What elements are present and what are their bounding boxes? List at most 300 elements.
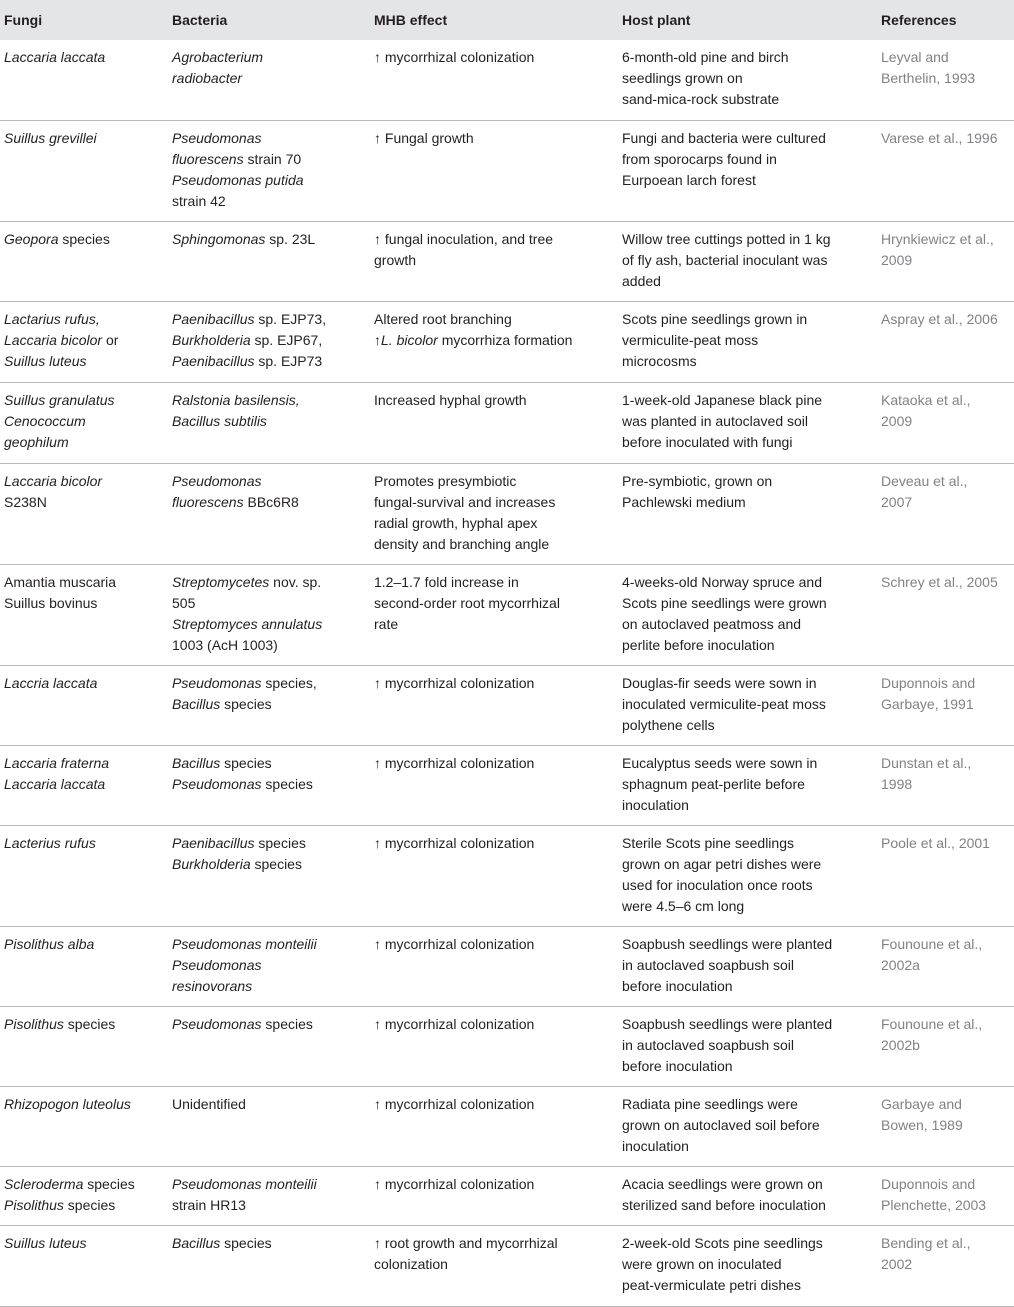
cell-line xyxy=(374,390,616,411)
cell-line xyxy=(622,976,875,997)
cell-fungi xyxy=(0,301,168,382)
cell-line xyxy=(622,1035,875,1056)
text-segment: BBc6R8 xyxy=(243,493,299,510)
text-segment: radiobacter xyxy=(172,70,243,86)
cell-line xyxy=(172,411,368,432)
text-segment: before inoculation xyxy=(622,1057,733,1074)
cell-bacteria xyxy=(168,463,370,564)
cell-line xyxy=(622,1094,875,1115)
text-segment: colonization xyxy=(374,1255,448,1272)
cell-line xyxy=(172,694,368,715)
cell-line xyxy=(172,833,368,854)
cell-line xyxy=(374,572,616,593)
table-row xyxy=(0,825,1014,926)
cell-line xyxy=(622,774,875,795)
text-segment: ↑ mycorrhizal colonization xyxy=(374,834,535,851)
cell-line xyxy=(374,534,616,555)
cell-line xyxy=(881,955,1012,976)
cell-line xyxy=(172,170,368,191)
cell-mhb-effect xyxy=(370,1086,618,1166)
cell-line xyxy=(4,390,166,411)
text-segment: Laccaria bicolor xyxy=(4,331,103,348)
text-segment: Kataoka et al., xyxy=(881,391,971,408)
cell-line xyxy=(4,753,166,774)
cell-line xyxy=(4,330,166,351)
cell-bacteria xyxy=(168,745,370,825)
text-segment: 2-week-old Scots pine seedlings xyxy=(622,1234,823,1251)
cell-mhb-effect xyxy=(370,40,618,120)
text-segment: Pre-symbiotic, grown on xyxy=(622,472,773,489)
text-segment: Garbaye, 1991 xyxy=(881,695,974,712)
cell-line xyxy=(4,833,166,854)
cell-references xyxy=(877,1006,1014,1086)
text-segment: mycorrhiza formation xyxy=(437,331,573,348)
text-segment: Pseudomonas monteilii xyxy=(172,1175,317,1192)
text-segment: Acacia seedlings were grown on xyxy=(622,1175,823,1192)
cell-line xyxy=(172,753,368,774)
cell-line xyxy=(4,128,166,149)
cell-line xyxy=(622,250,875,271)
cell-line xyxy=(622,715,875,736)
text-segment: on autoclaved peatmoss and xyxy=(622,615,802,632)
cell-line xyxy=(622,934,875,955)
table-row xyxy=(0,665,1014,745)
text-segment: species xyxy=(220,754,272,771)
cell-line xyxy=(622,753,875,774)
table-row xyxy=(0,1225,1014,1306)
cell-line xyxy=(172,854,368,875)
header-fungi: Fungi xyxy=(4,12,43,28)
text-segment: Hrynkiewicz et al., xyxy=(881,230,994,247)
text-segment: Duponnois and xyxy=(881,1175,976,1192)
text-segment: Founoune et al., xyxy=(881,935,983,952)
cell-line xyxy=(172,774,368,795)
text-segment: Pseudomonas putida xyxy=(172,171,304,188)
cell-line xyxy=(172,1174,368,1195)
cell-line xyxy=(4,1195,166,1216)
text-segment: Unidentified xyxy=(172,1095,246,1112)
cell-line xyxy=(4,1094,166,1115)
cell-line xyxy=(172,471,368,492)
text-segment: Bending et al., xyxy=(881,1234,971,1251)
cell-line xyxy=(881,1014,1012,1035)
cell-line xyxy=(622,795,875,816)
text-segment: 1003 (AcH 1003) xyxy=(172,636,278,653)
text-segment: Pachlewski medium xyxy=(622,493,746,510)
text-segment: sp. EJP73, xyxy=(254,310,327,327)
text-segment: Poole et al., 2001 xyxy=(881,834,990,851)
text-segment: sphagnum peat-perlite before xyxy=(622,775,805,792)
text-segment: Deveau et al., xyxy=(881,472,968,489)
cell-line xyxy=(172,614,368,635)
text-segment: added xyxy=(622,272,661,289)
cell-host-plant xyxy=(618,1086,877,1166)
cell-host-plant xyxy=(618,825,877,926)
cell-line xyxy=(622,1195,875,1216)
text-segment: Scleroderma xyxy=(4,1175,84,1192)
cell-line xyxy=(622,1136,875,1157)
text-segment: Increased hyphal growth xyxy=(374,391,527,408)
cell-line xyxy=(622,271,875,292)
text-segment: Pseudomonas xyxy=(172,775,262,792)
cell-line xyxy=(374,1174,616,1195)
cell-host-plant xyxy=(618,926,877,1006)
text-segment: perlite before inoculation xyxy=(622,636,775,653)
cell-bacteria xyxy=(168,120,370,221)
cell-line xyxy=(4,934,166,955)
cell-line xyxy=(881,1035,1012,1056)
cell-line xyxy=(622,833,875,854)
table-row xyxy=(0,1086,1014,1166)
cell-mhb-effect xyxy=(370,301,618,382)
cell-fungi xyxy=(0,665,168,745)
cell-line xyxy=(622,875,875,896)
cell-line xyxy=(172,1233,368,1254)
cell-line xyxy=(881,1195,1012,1216)
cell-references xyxy=(877,1166,1014,1225)
cell-mhb-effect xyxy=(370,1166,618,1225)
text-segment: Laccaria fraterna xyxy=(4,754,110,771)
text-segment: from sporocarps found in xyxy=(622,150,777,167)
text-segment: ↑ xyxy=(374,331,381,348)
cell-line xyxy=(4,774,166,795)
text-segment: Lacterius rufus xyxy=(4,834,96,851)
text-segment: Eurpoean larch forest xyxy=(622,171,756,188)
cell-line xyxy=(172,128,368,149)
text-segment: sp. 23L xyxy=(265,230,316,247)
cell-line xyxy=(881,471,1012,492)
text-segment: Pisolithus alba xyxy=(4,935,95,952)
text-segment: before inoculation xyxy=(622,977,733,994)
text-segment: fluorescens xyxy=(172,150,244,167)
text-segment: Pseudomonas xyxy=(172,1015,262,1032)
text-segment: Pseudomonas xyxy=(172,129,262,146)
cell-line xyxy=(374,934,616,955)
table-body xyxy=(0,40,1014,1306)
cell-line xyxy=(172,976,368,997)
cell-mhb-effect xyxy=(370,825,618,926)
text-segment: ↑ mycorrhizal colonization xyxy=(374,1175,535,1192)
cell-references xyxy=(877,40,1014,120)
cell-fungi xyxy=(0,221,168,301)
text-segment: Willow tree cuttings potted in 1 kg xyxy=(622,230,831,247)
text-segment: rate xyxy=(374,615,399,632)
cell-host-plant xyxy=(618,1225,877,1306)
text-segment: ↑ fungal inoculation, and tree xyxy=(374,230,554,247)
cell-line xyxy=(622,854,875,875)
cell-line xyxy=(172,330,368,351)
cell-line xyxy=(374,833,616,854)
text-segment: Leyval and xyxy=(881,49,949,65)
cell-line xyxy=(172,955,368,976)
text-segment: Laccaria laccata xyxy=(4,775,106,792)
cell-line xyxy=(622,432,875,453)
cell-references xyxy=(877,120,1014,221)
cell-line xyxy=(374,614,616,635)
text-segment: Soapbush seedlings were planted xyxy=(622,1015,833,1032)
cell-line xyxy=(622,896,875,917)
cell-references xyxy=(877,745,1014,825)
text-segment: Suillus grevillei xyxy=(4,129,97,146)
text-segment: ↑ mycorrhizal colonization xyxy=(374,935,535,952)
cell-line xyxy=(172,934,368,955)
text-segment: Garbaye and xyxy=(881,1095,962,1112)
text-segment: ↑ mycorrhizal colonization xyxy=(374,674,535,691)
text-segment: Aspray et al., 2006 xyxy=(881,310,998,327)
text-segment: S238N xyxy=(4,493,47,510)
header-mhb-effect: MHB effect xyxy=(374,12,448,28)
text-segment: Bacillus subtilis xyxy=(172,412,267,429)
text-segment: Amantia muscaria xyxy=(4,573,117,590)
text-segment: 1.2–1.7 fold increase in xyxy=(374,573,519,590)
text-segment: L. bicolor xyxy=(381,331,438,348)
text-segment: Streptomycetes xyxy=(172,573,270,590)
text-segment: Pseudomonas xyxy=(172,472,262,489)
text-segment: inoculated vermiculite-peat moss xyxy=(622,695,826,712)
text-segment: ↑ mycorrhizal colonization xyxy=(374,49,535,65)
cell-line xyxy=(881,833,1012,854)
text-segment: Lactarius rufus, xyxy=(4,310,100,327)
text-segment: in autoclaved soapbush soil xyxy=(622,956,795,973)
cell-line xyxy=(881,68,1012,89)
table-row xyxy=(0,40,1014,120)
text-segment: Rhizopogon luteolus xyxy=(4,1095,131,1112)
cell-fungi xyxy=(0,745,168,825)
cell-line xyxy=(881,1233,1012,1254)
cell-line xyxy=(4,1233,166,1254)
text-segment: before inoculated with fungi xyxy=(622,433,793,450)
cell-bacteria xyxy=(168,1086,370,1166)
text-segment: or xyxy=(102,331,119,348)
cell-host-plant xyxy=(618,221,877,301)
cell-line xyxy=(4,492,166,513)
text-segment: species xyxy=(261,775,313,792)
table-row xyxy=(0,1166,1014,1225)
cell-fungi xyxy=(0,40,168,120)
cell-line xyxy=(4,47,166,68)
text-segment: Suillus bovinus xyxy=(4,594,98,611)
cell-line xyxy=(172,1014,368,1035)
cell-references xyxy=(877,301,1014,382)
text-segment: Duponnois and xyxy=(881,674,976,691)
text-segment: 2002b xyxy=(881,1036,920,1053)
text-segment: 2002a xyxy=(881,956,920,973)
text-segment: radial growth, hyphal apex xyxy=(374,514,538,531)
header-row xyxy=(0,0,1014,40)
table-row xyxy=(0,301,1014,382)
text-segment: species xyxy=(250,855,302,872)
cell-line xyxy=(374,492,616,513)
cell-fungi xyxy=(0,463,168,564)
text-segment: 2009 xyxy=(881,251,913,268)
text-segment: were grown on inoculated xyxy=(622,1255,782,1272)
cell-line xyxy=(881,128,1012,149)
cell-mhb-effect xyxy=(370,221,618,301)
cell-line xyxy=(622,1115,875,1136)
cell-bacteria xyxy=(168,1006,370,1086)
text-segment: 1-week-old Japanese black pine xyxy=(622,391,823,408)
text-segment: 2002 xyxy=(881,1255,913,1272)
text-segment: Sphingomonas xyxy=(172,230,266,247)
cell-fungi xyxy=(0,1225,168,1306)
text-segment: Scots pine seedlings were grown xyxy=(622,594,827,611)
cell-line xyxy=(622,471,875,492)
text-segment: Altered root branching xyxy=(374,310,512,327)
cell-line xyxy=(622,1254,875,1275)
cell-mhb-effect xyxy=(370,665,618,745)
cell-bacteria xyxy=(168,1225,370,1306)
cell-fungi xyxy=(0,926,168,1006)
cell-line xyxy=(4,432,166,453)
cell-line xyxy=(374,471,616,492)
cell-line xyxy=(374,513,616,534)
table-row xyxy=(0,382,1014,463)
text-segment: Bacillus xyxy=(172,754,221,771)
text-segment: Pseudomonas xyxy=(172,674,262,691)
text-segment: Burkholderia xyxy=(172,331,251,348)
cell-line xyxy=(374,1094,616,1115)
cell-line xyxy=(172,47,368,68)
cell-line xyxy=(881,411,1012,432)
cell-line xyxy=(622,1014,875,1035)
cell-references xyxy=(877,463,1014,564)
text-segment: second-order root mycorrhizal xyxy=(374,594,560,611)
cell-fungi xyxy=(0,1086,168,1166)
text-segment: microcosms xyxy=(622,352,697,369)
text-segment: resinovorans xyxy=(172,977,253,994)
table-row xyxy=(0,745,1014,825)
cell-line xyxy=(172,351,368,372)
text-segment: strain 70 xyxy=(243,150,302,167)
text-segment: Suillus luteus xyxy=(4,1234,87,1251)
cell-line xyxy=(622,229,875,250)
cell-line xyxy=(881,774,1012,795)
table-row xyxy=(0,120,1014,221)
cell-line xyxy=(374,1014,616,1035)
cell-line xyxy=(881,934,1012,955)
cell-line xyxy=(881,309,1012,330)
cell-line xyxy=(374,1254,616,1275)
text-segment: species xyxy=(220,1234,272,1251)
cell-fungi xyxy=(0,1006,168,1086)
text-segment: ↑ Fungal growth xyxy=(374,129,474,146)
text-segment: ↑ mycorrhizal colonization xyxy=(374,1095,535,1112)
text-segment: Paenibacillus xyxy=(172,834,255,851)
text-segment: in autoclaved soapbush soil xyxy=(622,1036,795,1053)
cell-line xyxy=(374,250,616,271)
cell-line xyxy=(622,614,875,635)
cell-line xyxy=(172,673,368,694)
text-segment: seedlings grown on xyxy=(622,70,743,86)
cell-line xyxy=(622,149,875,170)
text-segment: Bacillus xyxy=(172,1234,221,1251)
cell-line xyxy=(374,47,616,68)
text-segment: Schrey et al., 2005 xyxy=(881,573,998,590)
cell-mhb-effect xyxy=(370,463,618,564)
cell-mhb-effect xyxy=(370,564,618,665)
cell-line xyxy=(374,128,616,149)
text-segment: species xyxy=(254,834,306,851)
cell-line xyxy=(4,593,166,614)
cell-line xyxy=(4,309,166,330)
cell-host-plant xyxy=(618,1006,877,1086)
cell-fungi xyxy=(0,825,168,926)
text-segment: Geopora xyxy=(4,230,59,247)
text-segment: Pseudomonas xyxy=(172,956,262,973)
text-segment: was planted in autoclaved soil xyxy=(622,412,809,429)
text-segment: sp. EJP73 xyxy=(254,352,323,369)
header-bacteria: Bacteria xyxy=(172,12,228,28)
text-segment: Eucalyptus seeds were sown in xyxy=(622,754,818,771)
text-segment: Scots pine seedlings grown in xyxy=(622,310,808,327)
cell-line xyxy=(622,309,875,330)
text-segment: species xyxy=(63,1196,116,1213)
text-segment: Fungi and bacteria were cultured xyxy=(622,129,826,146)
text-segment: sand-mica-rock substrate xyxy=(622,91,780,107)
text-segment: Agrobacterium xyxy=(172,49,264,65)
text-segment: species xyxy=(63,1015,116,1032)
cell-line xyxy=(4,351,166,372)
text-segment: Pseudomonas monteilii xyxy=(172,935,317,952)
text-segment: Radiata pine seedlings were xyxy=(622,1095,798,1112)
cell-line xyxy=(622,673,875,694)
cell-line xyxy=(881,572,1012,593)
table-row xyxy=(0,564,1014,665)
cell-fungi xyxy=(0,120,168,221)
text-segment: Founoune et al., xyxy=(881,1015,983,1032)
cell-line xyxy=(4,411,166,432)
cell-line xyxy=(374,309,616,330)
text-segment: Laccaria laccata xyxy=(4,49,106,65)
cell-mhb-effect xyxy=(370,382,618,463)
cell-line xyxy=(622,955,875,976)
cell-line xyxy=(622,694,875,715)
cell-line xyxy=(4,1174,166,1195)
cell-bacteria xyxy=(168,221,370,301)
cell-line xyxy=(881,250,1012,271)
cell-line xyxy=(4,572,166,593)
cell-line xyxy=(374,330,616,351)
cell-line xyxy=(4,1014,166,1035)
text-segment: were 4.5–6 cm long xyxy=(622,897,745,914)
text-segment: species xyxy=(83,1175,135,1192)
text-segment: grown on agar petri dishes were xyxy=(622,855,822,872)
text-segment: Dunstan et al., xyxy=(881,754,972,771)
cell-bacteria xyxy=(168,1166,370,1225)
cell-line xyxy=(172,191,368,212)
cell-line xyxy=(881,1115,1012,1136)
cell-line xyxy=(172,492,368,513)
cell-line xyxy=(622,593,875,614)
text-segment: Sterile Scots pine seedlings xyxy=(622,834,794,851)
text-segment: Burkholderia xyxy=(172,855,251,872)
text-segment: species, xyxy=(261,674,317,691)
text-segment: strain 42 xyxy=(172,192,226,209)
cell-host-plant xyxy=(618,665,877,745)
cell-fungi xyxy=(0,564,168,665)
cell-line xyxy=(881,1174,1012,1195)
text-segment: 4-weeks-old Norway spruce and xyxy=(622,573,822,590)
text-segment: inoculation xyxy=(622,1137,689,1154)
cell-mhb-effect xyxy=(370,745,618,825)
text-segment: polythene cells xyxy=(622,716,715,733)
table-row xyxy=(0,926,1014,1006)
cell-line xyxy=(622,572,875,593)
cell-line xyxy=(622,1174,875,1195)
text-segment: Promotes presymbiotic xyxy=(374,472,517,489)
cell-line xyxy=(622,330,875,351)
cell-line xyxy=(4,673,166,694)
